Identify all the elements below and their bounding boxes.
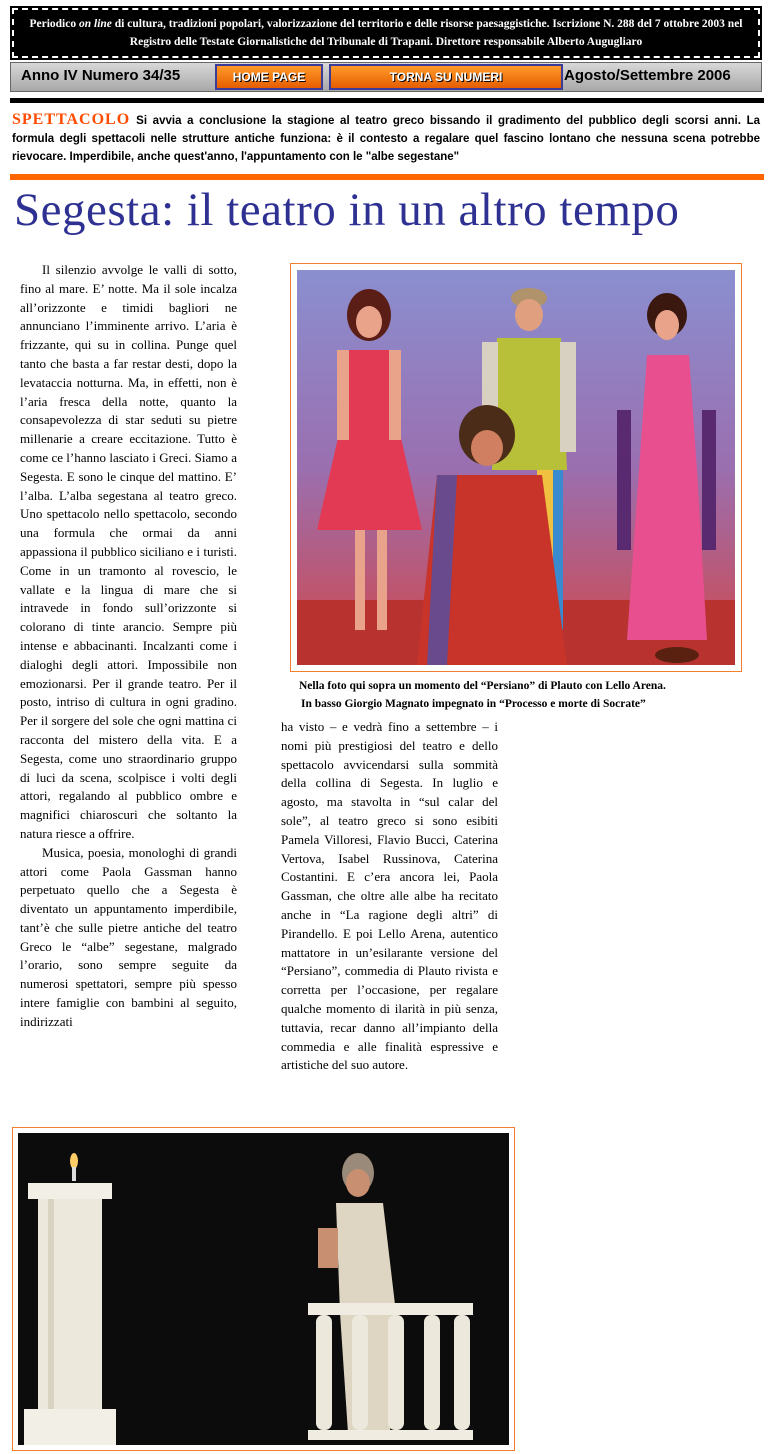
article-paragraph-3: ha visto – e vedrà fino a settembre – i nomi più prestigiosi del teatro e dello spettacolo avvicendarsi sulla sommità della collina di Segesta. In luglio e agosto, ma stavolta in “sul calar del sole”, al teatro greco si sono esibiti Pamela Villoresi, Flavio Bucci, Caterina Vertova, Isabel Russinova, Caterina Costantini. E c’era ancora lei, Paola Gassman, che oltre alle albe ha recitato anche in “La ragione degli altri” di Pirandello. E poi Lello Arena, autentico mattatore in un’esilarante versione del “Persiano”, commedia di Plauto rivista e corretta per l’occasione, per regalare qualche momento di ilarità in più senza, tuttavia, recar danno all’impianto della commedia e alle finalità espressive e artistiche del suo autore.: [281, 719, 498, 1073]
caption-line-1: Nella foto qui sopra un momento del “Persiano” di Plauto con Lello Arena.: [299, 680, 666, 692]
article-paragraph-1: Il silenzio avvolge le valli di sotto, fino al mare. E’ notte. Ma il sole incalza all’orizzonte e timidi bagliori ne annunciano l’imminente arrivo. L’aria è frizzante, qui su in collina. Punge quel tanto che basta a far restar desti, dopo la levataccia notturna. Ma, in effetti, non è l’aria fresca della notte, quanto la consapevolezza di star seduti su pietre millenarie a creare eccitazione. Tutto è come ce l’hanno lasciato i Greci. Siamo a Segesta. E sono le cinque del mattino. E’ l’alba. L’alba segestana al teatro greco. Uno spettacolo nello spettacolo, secondo una formula che ormai da anni appassiona il pubblico siciliano e i turisti. Come in un tramonto al rovescio, le vallate e la lingua di mare che si intravede in fondo sull’orizzonte si colorano di tinte arancio. Sempre più intense e abbacinanti. Incalzanti come i dialoghi degli attori. Impossibile non emozionarsi. Per il grande teatro. Per il posto, intriso di cultura in ogni gradino. Per il sorgere del sole che ogni mattina ci racconta del mistero della vita. E a Segesta, come uno straordinario gruppo di luci da scena, scolpisce i volti degli attori, regalando al pubblico ombre e magnifici chiaroscuri che soltanto la natura riesce a offrire.: [20, 262, 237, 841]
stage-photo-illustration-2: [18, 1133, 509, 1445]
back-to-issues-button[interactable]: TORNA SU NUMERI: [329, 64, 563, 90]
issue-date: Agosto/Settembre 2006: [564, 67, 731, 84]
issue-number: Anno IV Numero 34/35: [21, 67, 181, 84]
caption-line-2: In basso Giorgio Magnato impegnato in “Processo e morte di Socrate”: [301, 698, 646, 710]
accent-rule: [10, 174, 764, 180]
article-column-1: [20, 261, 237, 1117]
article-paragraph-2: Musica, poesia, monologhi di grandi attori come Paola Gassman hanno perpetuato quello che a Segesta è diventato un appuntamento imperdibile, tant’è che sulle pietre antiche del teatro Greco le “albe” segestane, malgrado l’orario, sono sempre seguite da numerosi spettatori, sempre più spesso intere famiglie con bambini al seguito, indirizzati: [20, 844, 237, 1029]
masthead-text-after: di cultura, tradizioni popolari, valorizzazione del territorio e delle risorse paesaggistiche. Iscrizione N. 288 del 7 ottobre 2003 nel Registro delle Testate Giornalistiche del Tribunale di Trapani. Direttore responsabile Alberto Augugliaro: [111, 18, 743, 48]
page-title: Segesta: il teatro in un altro tempo: [14, 184, 680, 236]
stage-photo-illustration: [297, 270, 735, 665]
masthead-text-before: Periodico: [29, 18, 79, 30]
nav-bar: [10, 62, 762, 92]
masthead-text-italic: on line: [78, 18, 112, 30]
section-kicker: SPETTACOLO: [12, 111, 131, 128]
home-page-button[interactable]: HOME PAGE: [215, 64, 323, 90]
photo-socrate: [12, 1127, 515, 1451]
article-column-2: [281, 718, 498, 1075]
divider-rule: [10, 98, 764, 103]
photo-persiano: [290, 263, 742, 672]
masthead: [12, 8, 760, 58]
intro-text: Si avvia a conclusione la stagione al teatro greco bissando il gradimento del pubblico degli scorsi anni. La formula degli spettacoli nelle strutture antiche funziona: è il contesto a regalare quel fascino lontano che nessuna scena potrebbe rievocare. Imperdibile, anche quest'anno, l'appuntamento con le "albe segestane": [12, 115, 760, 163]
article-intro: [12, 111, 760, 166]
photo-caption: [299, 677, 739, 713]
